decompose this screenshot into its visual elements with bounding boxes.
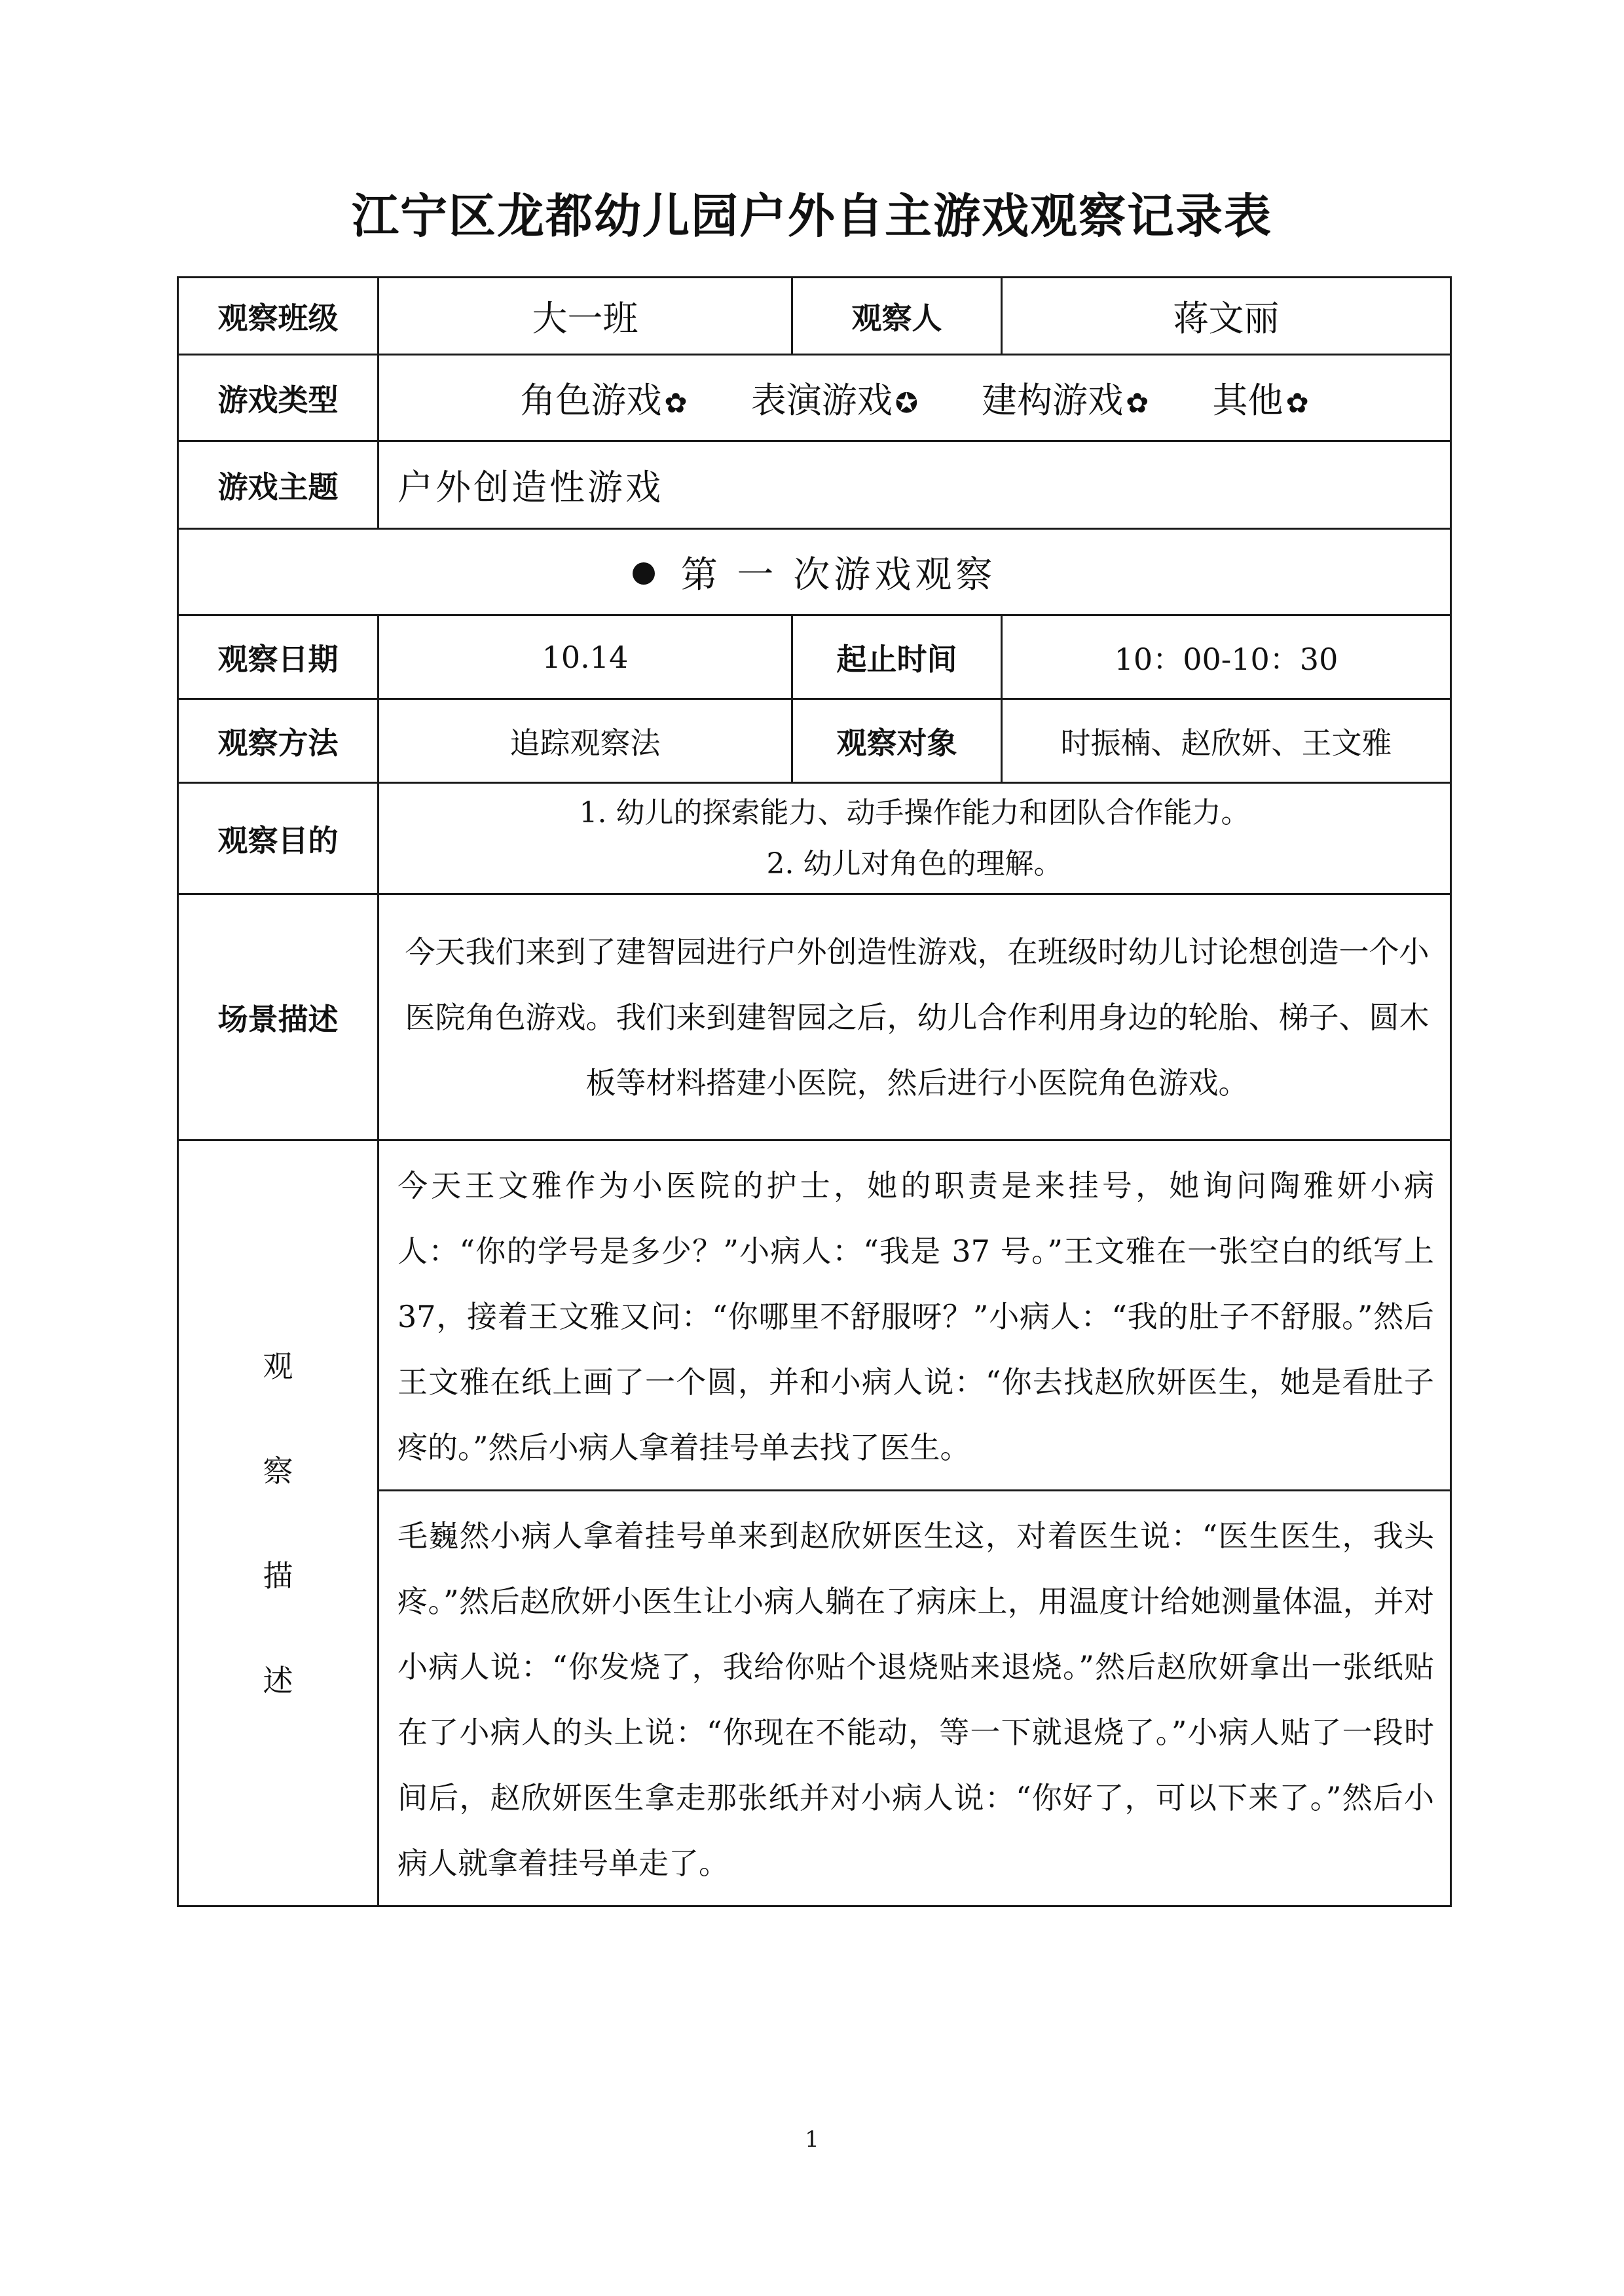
bullet-dot-icon xyxy=(633,562,655,585)
date-label: 观察日期 xyxy=(178,615,378,699)
observation-paragraph: 毛巍然小病人拿着挂号单来到赵欣妍医生这，对着医生说：“医生医生，我头疼。”然后赵欣妍小医生让小病人躺在了病床上，用温度计给她测量体温，并对小病人说：“你发烧了，我给你贴个退烧贴来退烧。”然后赵欣妍拿出一张纸贴在了小病人的头上说：“你现在不能动，等一下就退烧了。”小病人贴了一段时间后，赵欣妍医生拿走那张纸并对小病人说：“你好了，可以下来了。”然后小病人就拿着挂号单走了。 xyxy=(378,1491,1451,1906)
unchecked-mark-icon: ✿ xyxy=(1285,387,1309,419)
game-type-option xyxy=(520,373,687,423)
row-scene xyxy=(178,894,1451,1140)
game-type-options xyxy=(378,355,1451,441)
session-heading xyxy=(178,529,1451,615)
scene-description: 今天我们来到了建智园进行户外创造性游戏，在班级时幼儿讨论想创造一个小医院角色游戏。我们来到建智园之后，幼儿合作利用身边的轮胎、梯子、圆木板等材料搭建小医院，然后进行小医院角色游戏。 xyxy=(378,894,1451,1140)
game-type-option xyxy=(751,373,918,423)
row-method-target xyxy=(178,699,1451,783)
game-type-option xyxy=(1212,373,1308,423)
session-text: 第 一 次游戏观察 xyxy=(680,553,997,596)
game-type-name: 角色游戏 xyxy=(520,380,662,421)
goal-item: 1. 幼儿的探索能力、动手操作能力和团队合作能力。 xyxy=(579,795,1250,829)
observation-label-char: 察 xyxy=(263,1453,293,1489)
row-goal xyxy=(178,783,1451,894)
observation-label xyxy=(178,1140,378,1906)
class-label: 观察班级 xyxy=(178,278,378,355)
row-game-type xyxy=(178,355,1451,441)
time-label: 起止时间 xyxy=(792,615,1002,699)
time-value: 10：00-10：30 xyxy=(1002,615,1451,699)
observer-label: 观察人 xyxy=(792,278,1002,355)
class-value: 大一班 xyxy=(378,278,792,355)
game-type-label: 游戏类型 xyxy=(178,355,378,441)
method-value: 追踪观察法 xyxy=(378,699,792,783)
document-title: 江宁区龙都幼儿园户外自主游戏观察记录表 xyxy=(351,189,1272,244)
game-type-name: 建构游戏 xyxy=(982,380,1124,421)
method-label: 观察方法 xyxy=(178,699,378,783)
observer-value: 蒋文丽 xyxy=(1002,278,1451,355)
observation-record-table xyxy=(177,276,1452,1907)
goal-label: 观察目的 xyxy=(178,783,378,894)
observation-paragraph: 今天王文雅作为小医院的护士，她的职责是来挂号，她询问陶雅妍小病人：“你的学号是多少？”小病人：“我是 37 号。”王文雅在一张空白的纸写上 37，接着王文雅又问：“你哪里不舒服呀？”小病人：“我的肚子不舒服。”然后王文雅在纸上画了一个圆，并和小病人说：“你去找赵欣妍医生，她是看肚子疼的。”然后小病人拿着挂号单去找了医生。 xyxy=(378,1140,1451,1491)
checked-mark-icon: ✪ xyxy=(895,387,918,419)
row-observation-1 xyxy=(178,1140,1451,1491)
game-theme-value: 户外创造性游戏 xyxy=(378,441,1451,529)
observation-label-char: 观 xyxy=(263,1348,293,1384)
game-type-name: 其他 xyxy=(1212,380,1283,421)
unchecked-mark-icon: ✿ xyxy=(664,387,688,419)
game-type-option xyxy=(982,373,1149,423)
observation-label-char: 述 xyxy=(263,1662,293,1698)
game-type-name: 表演游戏 xyxy=(750,380,893,421)
row-game-theme xyxy=(178,441,1451,529)
scene-label: 场景描述 xyxy=(178,894,378,1140)
page-number: 1 xyxy=(805,2126,819,2153)
target-value: 时振楠、赵欣妍、王文雅 xyxy=(1002,699,1451,783)
observation-label-char: 描 xyxy=(263,1558,293,1594)
row-class-observer xyxy=(178,278,1451,355)
target-label: 观察对象 xyxy=(792,699,1002,783)
row-date-time xyxy=(178,615,1451,699)
date-value: 10.14 xyxy=(378,615,792,699)
game-theme-label: 游戏主题 xyxy=(178,441,378,529)
unchecked-mark-icon: ✿ xyxy=(1126,387,1149,419)
goal-item: 2. 幼儿对角色的理解。 xyxy=(766,847,1063,881)
row-session xyxy=(178,529,1451,615)
goal-content xyxy=(378,783,1451,894)
